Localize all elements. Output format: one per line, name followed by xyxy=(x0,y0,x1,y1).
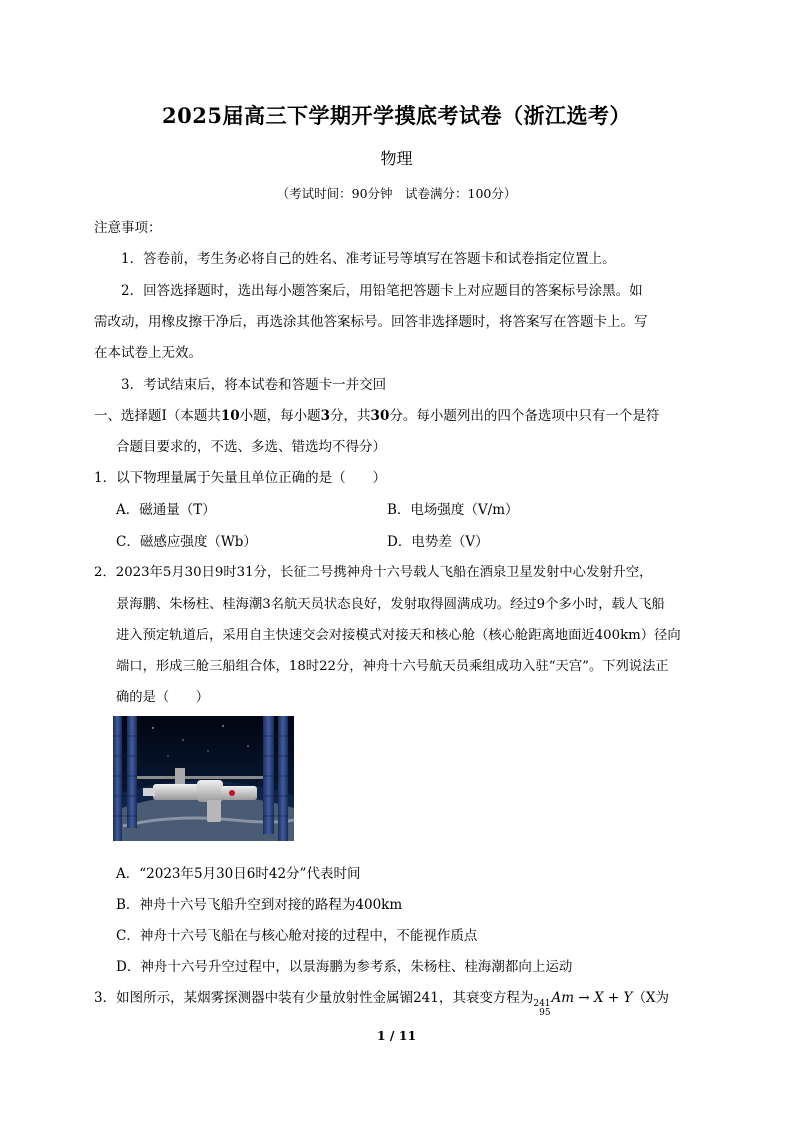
q3-suffix: （X为 xyxy=(632,990,670,1006)
q1-option-a: A．磁通量（T） xyxy=(116,502,216,518)
page-number: 1 / 11 xyxy=(376,1028,417,1043)
q2-line-2: 景海鹏、朱杨柱、桂海潮3名航天员状态良好，发射取得圆满成功。经过9个多小时，载人飞船 xyxy=(116,597,665,612)
note-2-cont: 需改动，用橡皮擦干净后，再选涂其他答案标号。回答非选择题时，将答案写在答题卡上。写 xyxy=(94,314,648,330)
equation-rhs: X + Y xyxy=(594,990,633,1006)
note-1: 1．答卷前，考生务必将自己的姓名、准考证号等填写在答题卡和试卷指定位置上。 xyxy=(121,251,616,267)
section-heading xyxy=(94,404,659,424)
isotope-numbers xyxy=(533,1000,550,1018)
exam-title: 2025届高三下学期开学摸底考试卷（浙江选考） xyxy=(162,103,631,128)
mass-number: 241 xyxy=(533,999,551,1009)
q3-stem xyxy=(94,986,669,1018)
q1-option-d: D．电势差（V） xyxy=(387,534,489,550)
space-station-photo xyxy=(113,716,294,841)
q2-line-3: 进入预定轨道后，采用自主快速交会对接模式对接天和核心舱（核心舱距离地面近400km）径向 xyxy=(116,628,681,643)
q2-line-5: 确的是（ ） xyxy=(116,690,210,705)
decay-equation xyxy=(533,990,633,1018)
q1-option-b: B．电场强度（V/m） xyxy=(387,502,519,518)
section-mid1: 小题，每小题 xyxy=(239,408,321,424)
space-station-illustration xyxy=(113,716,294,841)
element-symbol: Am xyxy=(551,990,575,1006)
q2-line-1: 2．2023年5月30日9时31分，长征二号携神舟十六号载人飞船在酒泉卫星发射中心发射升空， xyxy=(94,565,653,580)
q1-option-c: C．磁感应强度（Wb） xyxy=(116,534,257,550)
section-prefix: 一、选择题Ⅰ（本题共 xyxy=(94,408,221,424)
q2-line-4: 端口，形成三舱三船组合体，18时22分，神舟十六号航天员乘组成功入驻“天宫”。下列说法正 xyxy=(116,659,669,674)
exam-info: （考试时间：90分钟 试卷满分：100分） xyxy=(276,186,517,201)
section-points-total: 30 xyxy=(370,408,390,424)
note-2-end: 在本试卷上无效。 xyxy=(94,345,202,361)
note-3: 3．考试结束后，将本试卷和答题卡一并交回 xyxy=(121,377,387,393)
q2-option-c: C．神舟十六号飞船在与核心舱对接的过程中，不能视作质点 xyxy=(116,928,478,944)
q1-stem: 1．以下物理量属于矢量且单位正确的是（ ） xyxy=(94,470,387,486)
note-2: 2．回答选择题时，选出每小题答案后，用铅笔把答题卡上对应题目的答案标号涂黑。如 xyxy=(121,283,643,299)
section-mid2: 分，共 xyxy=(330,408,371,424)
q2-option-d: D．神舟十六号升空过程中，以景海鹏为参考系，朱杨柱、桂海潮都向上运动 xyxy=(116,959,573,975)
atomic-number: 95 xyxy=(539,1008,551,1018)
arrow-icon: → xyxy=(578,990,590,1006)
subject-title: 物理 xyxy=(380,149,413,168)
section-heading-line2: 合题目要求的，不选、多选、错选均不得分） xyxy=(116,439,386,455)
section-suffix: 分。每小题列出的四个备选项中只有一个是符 xyxy=(389,408,660,424)
section-points-each: 3 xyxy=(320,408,331,424)
q3-prefix: 3．如图所示，某烟雾探测器中装有少量放射性金属镅241，其衰变方程为 xyxy=(94,990,534,1006)
section-count: 10 xyxy=(220,408,240,424)
q2-option-a: A．“2023年5月30日6时42分”代表时间 xyxy=(116,866,361,882)
notes-heading: 注意事项： xyxy=(94,220,162,236)
q2-option-b: B．神舟十六号飞船升空到对接的路程为400km xyxy=(116,897,403,913)
